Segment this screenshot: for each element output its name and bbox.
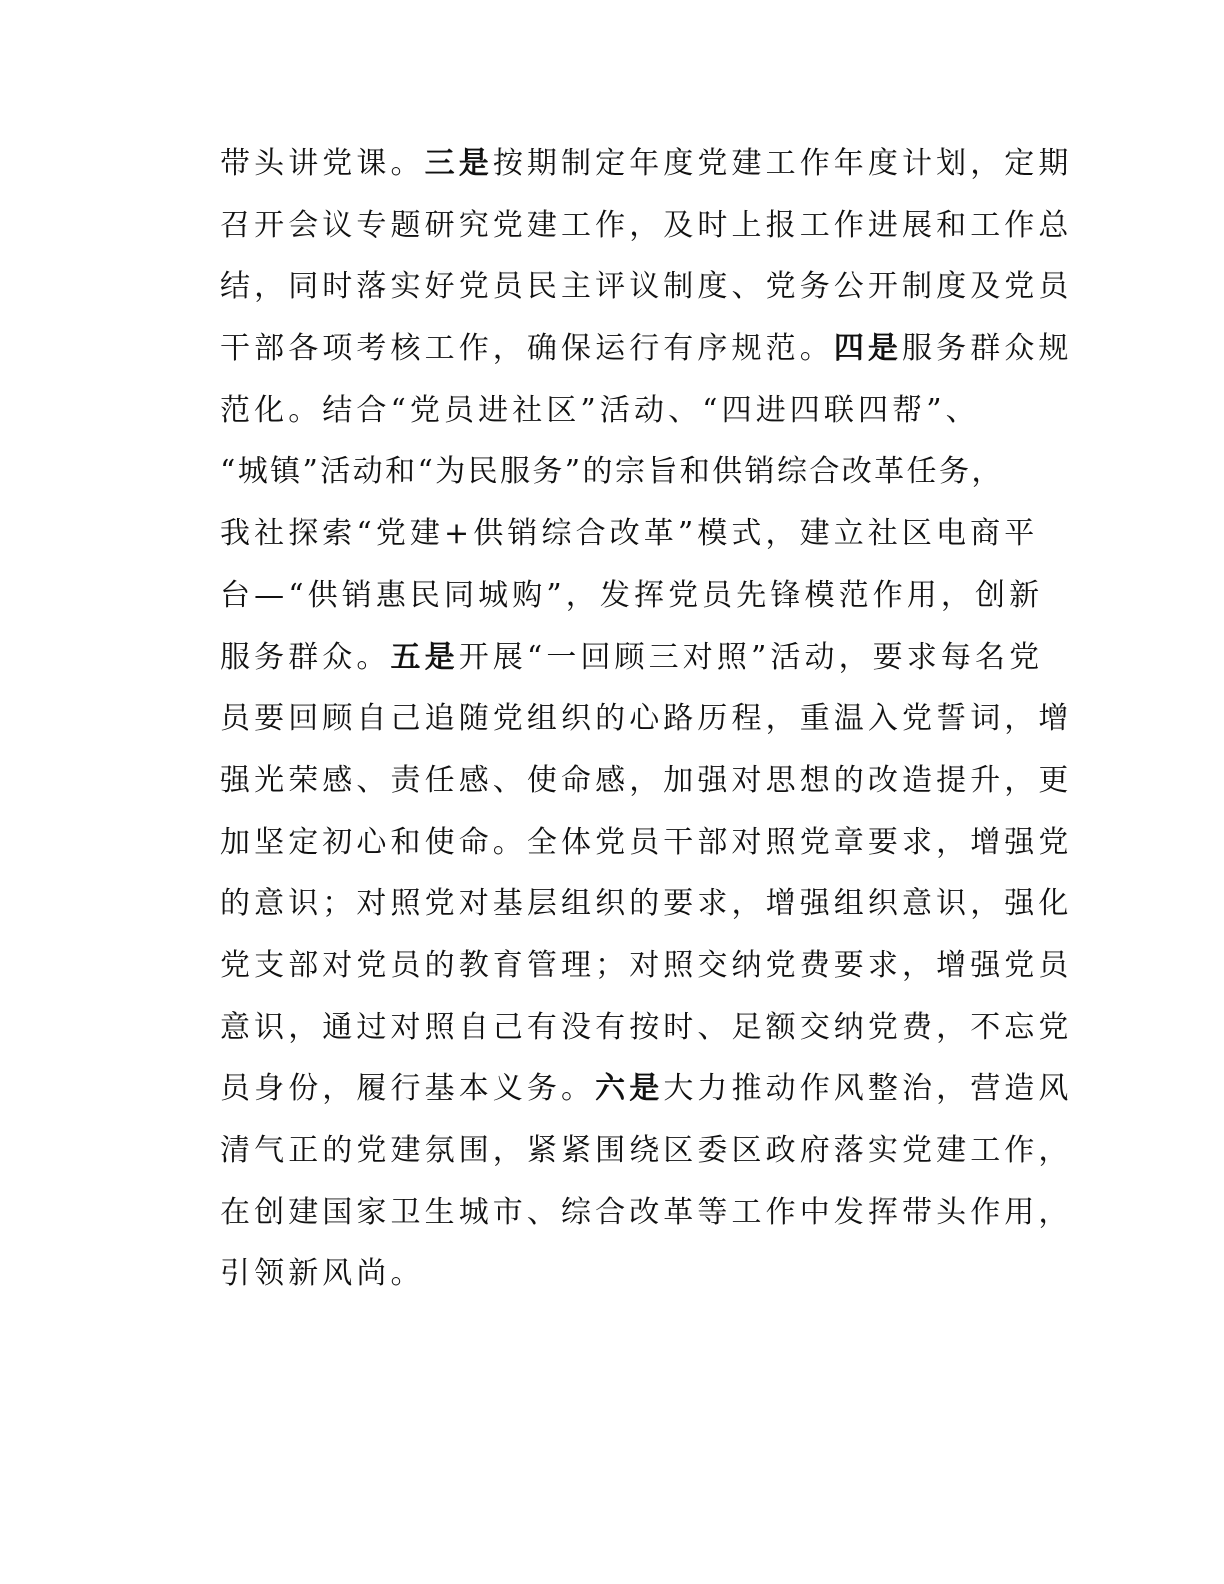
text-run: 干部各项考核工作，确保运行有序规范。 (220, 331, 834, 367)
text-line (220, 627, 1044, 689)
text-run: 带头讲党课。 (220, 146, 425, 181)
text-line (220, 1058, 1073, 1120)
text-run: 召开会议专题研究党建工作，及时上报工作进展和工作总 (220, 207, 1073, 243)
text-run: 清气正的党建氛围，紧紧围绕区委区政府落实党建工作， (220, 1133, 1073, 1168)
text-run: 结，同时落实好党员民主评议制度、党务公开制度及党员 (220, 269, 1073, 305)
emphasis-label: 五是 (390, 639, 459, 675)
text-line (220, 441, 1020, 503)
text-run: 我社探索“党建+供销综合改革”模式，建立社区电商平 (220, 516, 1039, 552)
text-line (220, 1182, 1073, 1244)
text-line (220, 1120, 1073, 1182)
body-paragraph (220, 133, 1073, 1305)
text-line (220, 997, 1073, 1059)
text-line (220, 380, 1020, 442)
text-run: 按期制定年度党建工作年度计划，定期 (492, 146, 1073, 181)
text-line (220, 318, 1073, 380)
text-run: 台—“供销惠民同城购”，发挥党员先锋模范作用，创新 (220, 577, 1044, 613)
text-line (220, 133, 1073, 195)
text-run: 大力推动作风整治，营造风 (663, 1071, 1073, 1107)
text-run: 服务群众规 (902, 331, 1073, 367)
text-run: 强光荣感、责任感、使命感，加强对思想的改造提升，更 (220, 762, 1073, 798)
text-line (220, 256, 1073, 318)
text-run: 意识，通过对照自己有没有按时、足额交纳党费，不忘党 (220, 1009, 1073, 1045)
emphasis-label: 六是 (595, 1071, 664, 1107)
text-line (220, 935, 1073, 997)
text-run: 加坚定初心和使命。全体党员干部对照党章要求，增强党 (220, 824, 1073, 860)
text-run: 党支部对党员的教育管理；对照交纳党费要求，增强党员 (220, 947, 1073, 983)
text-line (220, 195, 1073, 257)
text-line (220, 503, 1039, 565)
text-run: “城镇”活动和“为民服务”的宗旨和供销综合改革任务， (220, 454, 1004, 490)
text-line (220, 873, 1073, 935)
text-line (220, 812, 1073, 874)
text-run: 的意识；对照党对基层组织的要求，增强组织意识，强化 (220, 886, 1073, 922)
text-run: 范化。结合“党员进社区”活动、“四进四联四帮”、 (220, 392, 980, 428)
text-run: 服务群众。 (220, 639, 391, 675)
text-run: 员身份，履行基本义务。 (220, 1071, 596, 1107)
emphasis-label: 三是 (424, 146, 493, 181)
text-run: 开展“一回顾三对照”活动，要求每名党 (458, 639, 1044, 675)
emphasis-label: 四是 (833, 331, 903, 367)
text-run: 员要回顾自己追随党组织的心路历程，重温入党誓词，增 (220, 701, 1073, 737)
text-line (220, 750, 1073, 812)
text-line (220, 688, 1073, 750)
text-run: 引领新风尚。 (220, 1256, 425, 1292)
text-line (220, 1243, 1020, 1305)
text-run: 在创建国家卫生城市、综合改革等工作中发挥带头作用， (220, 1194, 1073, 1230)
text-line (220, 565, 1044, 627)
